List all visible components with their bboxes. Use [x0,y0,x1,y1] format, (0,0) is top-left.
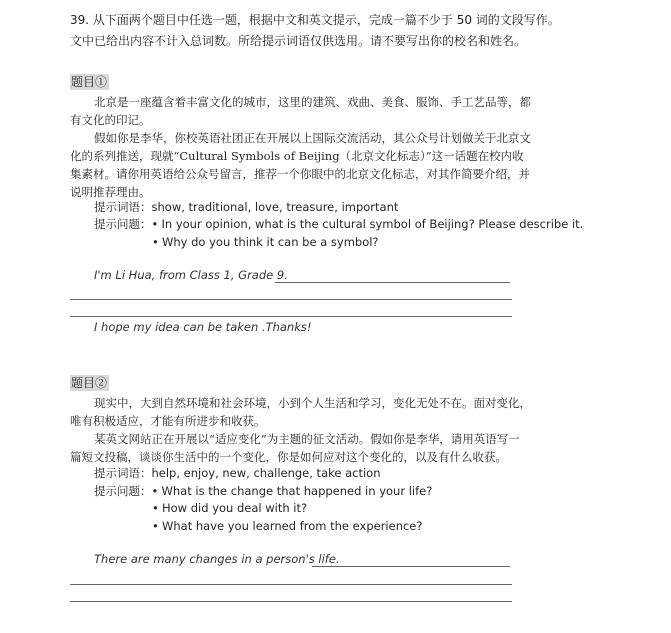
hint-words-value: show, traditional, love, treasure, important [151,200,399,214]
topic-2-tag: 题目② [71,376,108,390]
instruction-line-2: 文中已给出内容不计入总词数。所给提示词语仅供选用。请不要写出你的校名和姓名。 [70,34,527,48]
hint-question-text: What is the change that happened in your life? [161,484,433,498]
topic-1-paragraph-2-line-4: 说明推荐理由。 [70,185,151,199]
hint-words-label: 提示词语： [94,466,152,480]
instruction-line-1: 39. 从下面两个题目中任选一题，根据中文和英文提示，完成一篇不少于 50 词的文段写作。 [70,13,560,27]
topic-1-answer-line [275,282,510,283]
topic-2-answer-line [70,601,512,602]
topic-2-start-text: There are many changes in a person's life. [94,552,340,566]
hint-questions-label: 提示问题： [94,484,152,498]
topic-2-hint-question-3 [152,518,422,534]
topic-1-hint-question-1 [94,216,583,232]
bullet-icon: • [152,519,159,533]
topic-2-paragraph-2-line-1: 某英文网站正在开展以“适应变化”为主题的征文活动。假如你是李华，请用英语写一 [94,432,520,446]
hint-words-value: help, enjoy, new, challenge, take action [151,466,381,480]
topic-1-paragraph-1-line-1: 北京是一座蕴含着丰富文化的城市，这里的建筑、戏曲、美食、服饰、手工艺品等，都 [94,95,531,109]
topic-1-paragraph-2-line-2: 化的系列推送，现就“Cultural Symbols of Beijing（北京文化标志）”这一话题在校内收 [70,149,524,163]
bullet-icon: • [151,217,159,231]
topic-2-paragraph-1-line-1: 现实中，大到自然环境和社会环境，小到个人生活和学习，变化无处不在。面对变化， [94,396,531,410]
topic-1-start-text: I'm Li Hua, from Class 1, Grade 9. [94,268,288,282]
topic-1-end-text: I hope my idea can be taken .Thanks! [94,320,312,334]
topic-1-answer-line [70,316,512,317]
topic-2-answer-line [70,584,512,585]
hint-question-text: In your opinion, what is the cultural symbol of Beijing? Please describe it. [161,217,584,231]
hint-words-label: 提示词语： [94,200,152,214]
topic-1-paragraph-2-line-1: 假如你是李华，你校英语社团正在开展以上国际交流活动，其公众号计划做关于北京文 [94,131,531,145]
topic-1-tag: 题目① [71,75,108,89]
bullet-icon: • [151,484,159,498]
topic-1-answer-line [70,299,512,300]
topic-2-answer-line [312,566,510,567]
topic-2-hint-words [94,465,381,481]
topic-1-hint-question-2 [152,234,379,250]
topic-2-paragraph-1-line-2: 唯有积极适应，才能有所进步和收获。 [70,414,266,428]
hint-question-text: How did you deal with it? [162,501,308,515]
hint-question-text: What have you learned from the experience? [162,519,423,533]
topic-2-hint-question-1 [94,483,432,499]
topic-1-paragraph-1-line-2: 有文化的印记。 [70,113,151,127]
topic-2-hint-question-2 [152,500,307,516]
bullet-icon: • [152,501,159,515]
hint-questions-label: 提示问题： [94,217,152,231]
bullet-icon: • [152,235,159,249]
topic-1-hint-words [94,199,398,215]
topic-1-paragraph-2-line-3: 集素材。请你用英语给公众号留言，推荐一个你眼中的北京文化标志，对其作简要介绍，并 [70,167,530,181]
topic-2-paragraph-2-line-2: 篇短文投稿，谈谈你生活中的一个变化，你是如何应对这个变化的，以及有什么收获。 [70,450,507,464]
hint-question-text: Why do you think it can be a symbol? [162,235,379,249]
